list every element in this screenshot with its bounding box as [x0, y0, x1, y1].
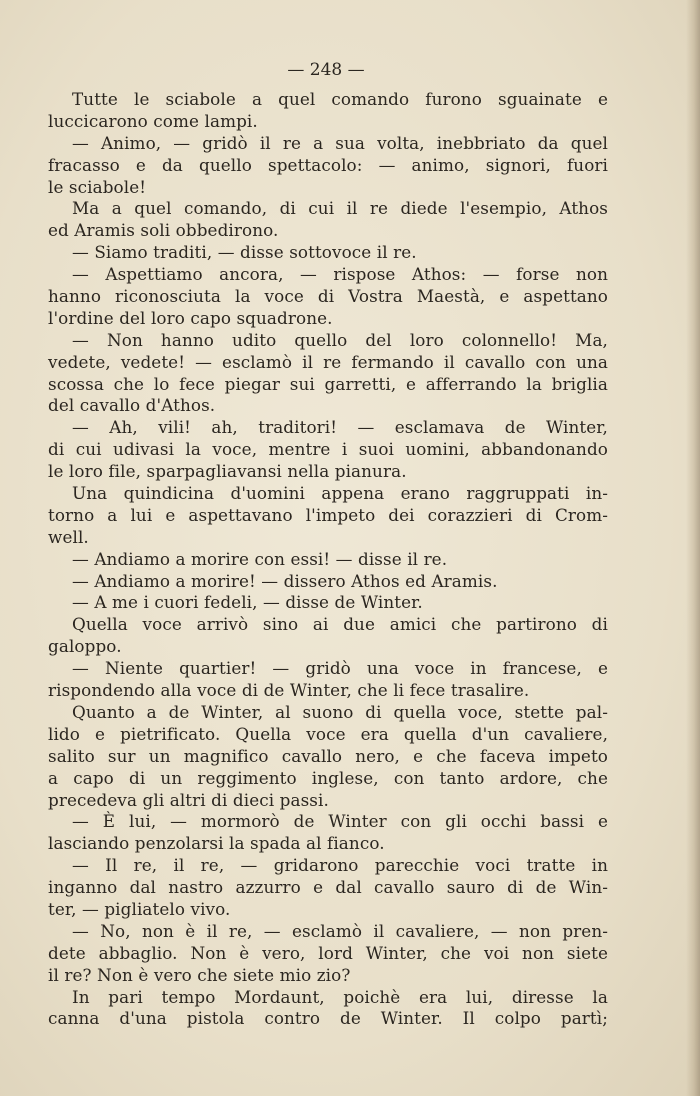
text-line: — Andiamo a morire! — dissero Athos ed Aramis. — [72, 570, 498, 591]
text-line: — Ah, vili! ah, traditori! — esclamava de Winter, — [72, 417, 608, 438]
text-line: a capo di un reggimento inglese, con tanto ardore, che — [48, 767, 608, 788]
text-line: galoppo. — [48, 636, 122, 657]
text-line: il re? Non è vero che siete mio zio? — [48, 964, 351, 985]
text-line: inganno dal nastro azzurro e dal cavallo sauro di de Win- — [48, 877, 608, 898]
text-line: Tutte le sciabole a quel comando furono sguainate e — [72, 89, 608, 109]
text-line: le sciabole! — [48, 176, 147, 197]
text-line: In pari tempo Mordaunt, poichè era lui, diresse la — [72, 986, 608, 1007]
text-line: luccicarono come lampi. — [48, 110, 258, 131]
text-line: Quanto a de Winter, al suono di quella voce, stette pal- — [72, 701, 608, 722]
text-line: — Andiamo a morire con essi! — disse il re. — [72, 548, 448, 569]
text-line: l'ordine del loro capo squadrone. — [48, 307, 333, 328]
text-line: lido e pietrificato. Quella voce era quella d'un cavaliere, — [48, 723, 608, 744]
text-line: — Non hanno udito quello del loro colonnello! Ma, — [72, 329, 608, 350]
text-line: — Siamo traditi, — disse sottovoce il re. — [72, 242, 417, 263]
text-line: hanno riconosciuta la voce di Vostra Maestà, e aspettano — [48, 286, 608, 307]
text-line: fracasso e da quello spettacolo: — animo, signori, fuori — [48, 154, 608, 175]
text-line: — No, non è il re, — esclamò il cavaliere, — non pren- — [72, 920, 608, 941]
text-line: Ma a quel comando, di cui il re diede l'esempio, Athos — [72, 198, 608, 219]
text-line: ed Aramis soli obbedirono. — [48, 220, 279, 241]
text-line: — Aspettiamo ancora, — rispose Athos: — forse non — [72, 264, 608, 285]
text-line: torno a lui e aspettavano l'impeto dei corazzieri di Crom- — [48, 504, 608, 525]
text-line: — Animo, — gridò il re a sua volta, inebbriato da quel — [72, 132, 608, 153]
text-line: — È lui, — mormorò de Winter con gli occhi bassi e — [72, 811, 608, 832]
text-line: — A me i cuori fedeli, — disse de Winter. — [72, 592, 423, 613]
text-line: precedeva gli altri di dieci passi. — [48, 789, 329, 810]
text-line: vedete, vedete! — esclamò il re fermando il cavallo con una — [48, 351, 608, 372]
text-line: Una quindicina d'uomini appena erano raggruppati in- — [72, 483, 608, 504]
text-line: le loro file, sparpagliavansi nella pianura. — [48, 461, 407, 482]
body-text — [48, 89, 608, 1030]
text-line: di cui udivasi la voce, mentre i suoi uomini, abbandonando — [48, 439, 608, 460]
text-line: rispondendo alla voce di de Winter, che li fece trasalire. — [48, 680, 530, 701]
text-line: well. — [48, 526, 89, 547]
text-line: del cavallo d'Athos. — [48, 395, 216, 416]
text-line: scossa che lo fece piegar sui garretti, e afferrando la briglia — [48, 373, 608, 394]
text-line: — Niente quartier! — gridò una voce in francese, e — [72, 658, 608, 679]
text-line: canna d'una pistola contro de Winter. Il colpo partì; — [48, 1008, 608, 1029]
text-line: — Il re, il re, — gridarono parecchie voci tratte in — [72, 855, 608, 876]
text-line: salito sur un magnifico cavallo nero, e che faceva impeto — [48, 745, 608, 766]
text-line: Quella voce arrivò sino ai due amici che partirono di — [72, 614, 608, 635]
text-line: lasciando penzolarsi la spada al fianco. — [48, 833, 385, 854]
page-number: — 248 — — [287, 60, 365, 80]
text-line: dete abbaglio. Non è vero, lord Winter, che voi non siete — [48, 942, 608, 963]
text-line: ter, — pigliatelo vivo. — [48, 898, 231, 919]
page-edge-shadow — [686, 0, 700, 1096]
